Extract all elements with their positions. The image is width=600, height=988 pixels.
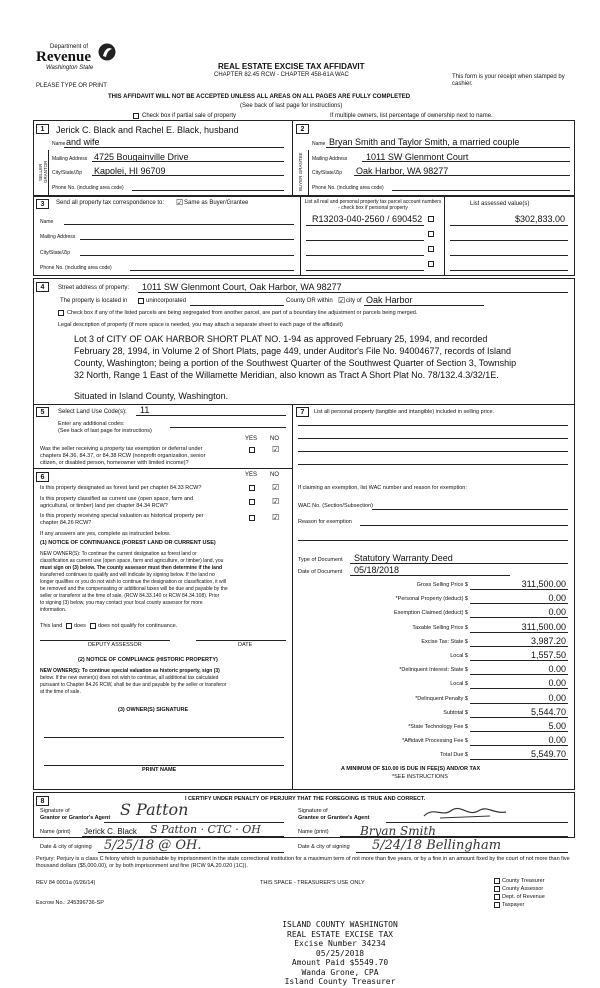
- tax-row-value: 3,987.20: [530, 635, 566, 646]
- exempt-yes-checkbox[interactable]: [249, 447, 255, 453]
- grantor-agent-label: Grantor or Grantor's Agent: [40, 815, 111, 821]
- street-label: Street address of property:: [58, 285, 130, 291]
- section-1-number: 1: [36, 124, 49, 134]
- see-instructions-note: *SEE INSTRUCTIONS: [392, 774, 448, 780]
- revenue-wordmark: Revenue: [36, 49, 91, 65]
- historic-yes-checkbox[interactable]: [249, 515, 255, 521]
- parcel-4-personal-checkbox[interactable]: [428, 261, 434, 267]
- grantee-date-label: Date & city of signing: [298, 844, 350, 850]
- send-correspondence-label: Send all property tax correspondence to:: [56, 200, 165, 206]
- perjury-notice: Perjury: Perjury is a class C felony which is punishable by imprisonment in the state correctional institution for a maximum term of not more than five years, or by a fine in an amount fixed by the court of not more than five thousand dollars ($5,000.00), or by both imprisonment and fine (RCW 9A.20.020 (1C)).: [36, 856, 570, 869]
- s6-yes-header: YES: [245, 472, 258, 478]
- parcel-3-personal-checkbox[interactable]: [428, 246, 434, 252]
- buyer-city-label: City/State/Zip: [312, 170, 343, 176]
- street-address: 1011 SW Glenmont Court, Oak Harbor, WA 98277: [142, 282, 342, 292]
- receipt-note: This form is your receipt when stamped by cashier.: [452, 74, 565, 87]
- buyer-phone-label: Phone No. (including area code): [312, 185, 384, 191]
- parcel-1-personal-checkbox[interactable]: [428, 216, 434, 222]
- doc-type-value: Statutory Warranty Deed: [354, 553, 453, 563]
- this-land-label: This land: [40, 623, 63, 629]
- stamp-line-6: Wanda Grone, CPA: [301, 967, 379, 977]
- tax-row-underline: [470, 703, 568, 704]
- grantee-sig-of-label: Signature of: [298, 808, 328, 814]
- notice-continuance-heading: (1) NOTICE OF CONTINUANCE (FOREST LAND OR CURRENT USE): [40, 540, 216, 546]
- grantor-date-label: Date & city of signing: [40, 844, 92, 850]
- buyer-mailing: 1011 SW Glenmont Court: [366, 152, 469, 162]
- claiming-exemption-label: If claiming an exemption, list WAC number and reason for exemption:: [298, 485, 467, 491]
- grantee-agent-label: Grantee or Grantee's Agent: [298, 815, 370, 821]
- copy-assessor-checkbox[interactable]: [494, 886, 500, 892]
- doc-type-label: Type of Document: [298, 557, 343, 563]
- tax-row-label: *Affidavit Processing Fee $: [402, 738, 468, 745]
- grantee-signature[interactable]: [420, 804, 510, 822]
- copy-treasurer-checkbox[interactable]: [494, 878, 500, 884]
- certify-statement: I CERTIFY UNDER PENALTY OF PERJURY THAT THE FOREGOING IS TRUE AND CORRECT.: [185, 796, 426, 802]
- notice1-line8: to signing (3) below, you may contact your local county assessor for more: [40, 600, 203, 606]
- buyer-name: Bryan Smith and Taylor Smith, a married couple: [329, 137, 520, 147]
- s5-yes-header: YES: [245, 436, 258, 442]
- instructions-note: (See back of last page for instructions): [240, 103, 343, 109]
- legal-line-1: Lot 3 of CITY OF OAK HARBOR SHORT PLAT NO. 1-94 as approved February 25, 1994, and recorded: [74, 334, 488, 344]
- exempt-q-line2: chapters 84.36, 84.37, or 84.38 RCW (nonprofit organization, senior: [40, 453, 206, 459]
- seller-city: Kapolei, HI 96709: [94, 166, 166, 176]
- personal-property-label: List all personal property (tangible and intangible) included in selling price.: [314, 409, 495, 415]
- historic-q1: Is this property receiving special valuation as historical property per: [40, 513, 204, 519]
- tax-row-label: *State Technology Fee $: [408, 724, 468, 730]
- wac-label: WAC No. (Section/Subsection): [298, 503, 373, 509]
- notice2-line1: NEW OWNER(S): To continue special valuation as historic property, sign (3): [40, 668, 220, 674]
- seller-side-label: SELLER GRANTOR: [38, 160, 48, 184]
- stamp-line-4: 05/25/2018: [315, 948, 365, 958]
- notice1-line6: be removed and the compensating or additional taxes will be due and payable by the: [40, 586, 228, 592]
- copy-dor-label: Dept. of Revenue: [502, 894, 545, 900]
- grantor-signature[interactable]: S Patton: [120, 800, 189, 819]
- tax-row-value: 0.00: [548, 593, 566, 604]
- tax-row-label: Total Due $: [440, 752, 468, 759]
- current-use-q2: agricultural, or timber) land per chapter 84.34 RCW?: [40, 503, 168, 509]
- does-not-label: does not qualify for continuance.: [98, 623, 178, 629]
- stamp-line-7: Island County Treasurer: [284, 977, 396, 986]
- tax-row-label: *Delinquent Interest: State $: [399, 667, 468, 674]
- grantor-date-city: 5/25/18 @ OH.: [104, 838, 202, 853]
- tax-row-underline: [470, 745, 568, 746]
- copy-taxpayer-checkbox[interactable]: [494, 902, 500, 908]
- notice1-line5: longer qualifies or you do not wish to continue the designation or classification, it will: [40, 579, 226, 585]
- section-8-number: 8: [36, 796, 49, 806]
- tax-row-underline: [470, 674, 568, 675]
- parcel-number: R13203-040-2560 / 690452: [312, 214, 423, 224]
- s3-city-label: City/State/Zip: [40, 250, 71, 256]
- notice-compliance-heading: (2) NOTICE OF COMPLIANCE (HISTORIC PROPERTY): [78, 657, 218, 663]
- doc-date-value: 05/18/2018: [354, 565, 400, 575]
- s3-name-label: Name: [40, 219, 54, 225]
- grantee-date-city: 5/24/18 Bellingham: [372, 838, 502, 853]
- land-does-checkbox[interactable]: [66, 623, 72, 629]
- exempt-no-checkbox[interactable]: ☑: [272, 445, 280, 454]
- dept-of-label: Department of: [50, 44, 89, 50]
- tax-row-underline: [470, 717, 568, 718]
- additional-see-back: (See back of last page for instructions): [58, 428, 152, 434]
- legal-line-2: February 28, 1994, in Volume 2 of Short Plats, page 449, under Auditor's File No. 94004677, records of Island: [74, 346, 511, 356]
- form-subtitle: CHAPTER 82.45 RCW - CHAPTER 458-61A WAC: [214, 72, 349, 78]
- type-print-note: PLEASE TYPE OR PRINT: [36, 83, 107, 89]
- notice1-line9: information.: [40, 607, 67, 613]
- historic-q2: chapter 84.26 RCW?: [40, 520, 92, 526]
- grantor-sig-of-label: Signature of: [40, 808, 70, 814]
- tax-row-label: Excise Tax: State $: [421, 638, 468, 645]
- city-name: Oak Harbor: [366, 295, 413, 305]
- tax-row-value: 0.00: [548, 692, 566, 703]
- notice1-line2: classification as current use (open space, farm and agriculture, or timber) land, you: [40, 558, 224, 564]
- grantee-name-print-label: Name (print): [298, 829, 329, 835]
- tax-row-value: 5,549.70: [530, 749, 566, 760]
- stamp-line-2: REAL ESTATE EXCISE TAX: [287, 929, 393, 939]
- forest-yes-checkbox[interactable]: [249, 485, 255, 491]
- current-use-no-checkbox[interactable]: ☑: [272, 497, 280, 506]
- same-as-buyer-label: Same as Buyer/Grantee: [184, 200, 249, 206]
- forest-no-checkbox[interactable]: ☑: [272, 483, 280, 492]
- copy-dor-checkbox[interactable]: [494, 894, 500, 900]
- city-of-label: city of: [346, 298, 362, 304]
- use-code-value: 11: [140, 405, 150, 415]
- stamp-line-5: Amount Paid $5549.70: [291, 958, 389, 967]
- section-3-number: 3: [36, 199, 49, 209]
- tax-row-label: Gross Selling Price $: [416, 582, 468, 588]
- doc-date-label: Date of Document: [298, 569, 343, 575]
- deputy-date-label: DATE: [238, 642, 253, 648]
- s3-mailing-label: Mailing Address: [40, 234, 76, 240]
- exempt-q-line3: citizen, or disabled person, homeowner with limited income)?: [40, 460, 189, 466]
- section-6-number: 6: [36, 472, 49, 482]
- use-code-label: Select Land Use Code(s):: [58, 409, 127, 415]
- unincorporated-label: unincorporated: [146, 298, 187, 304]
- historic-no-checkbox[interactable]: ☑: [272, 513, 280, 522]
- stamp-line-3: Excise Number 34234: [294, 939, 386, 948]
- tax-row-value: 0.00: [548, 678, 566, 689]
- segregated-label: Check box if any of the listed parcels are being segregated from another parcel, are part of a boundary line adjustment or parcels being merged.: [67, 310, 418, 316]
- same-as-buyer-checkbox[interactable]: ☑: [176, 198, 184, 207]
- buyer-side-label: BUYER GRANTEE: [298, 152, 303, 192]
- notice2-line4: at the time of sale.: [40, 689, 81, 695]
- tax-row-label: Local $: [450, 653, 468, 659]
- unincorporated-checkbox[interactable]: [138, 298, 144, 304]
- tax-row-underline: [470, 759, 568, 760]
- tax-row-label: Exemption Claimed (deduct) $: [394, 610, 468, 617]
- stamp-line-1: ISLAND COUNTY WASHINGTON: [282, 920, 398, 929]
- copy-treasurer-label: County Treasurer: [502, 878, 545, 884]
- tax-row-value: 311,500.00: [521, 579, 566, 589]
- tax-row-value: 311,500.00: [521, 621, 566, 632]
- notice1-line4: transferred continues to qualify and will indicate by signing below. If the land no: [40, 572, 215, 578]
- buyer-name-label: Name: [312, 141, 326, 147]
- section-4-number: 4: [36, 282, 49, 292]
- grantor-name-handwritten: S Patton · CTC · OH: [150, 823, 261, 836]
- section-7-number: 7: [296, 407, 309, 417]
- partial-sale-label: Check box if partial sale of property: [142, 113, 237, 119]
- parcel-2-personal-checkbox[interactable]: [428, 231, 434, 237]
- seller-name-line1: Jerick C. Black and Rachel E. Black, husband: [56, 125, 239, 135]
- print-name-label: PRINT NAME: [142, 767, 177, 773]
- within-city-checkbox[interactable]: ☑: [338, 296, 346, 305]
- current-use-q1: Is this property classified as current use (open space, farm and: [40, 496, 194, 502]
- tax-row-underline: [470, 688, 568, 689]
- seller-name-label: Name: [52, 141, 66, 147]
- seller-name-line2: and wife: [66, 137, 100, 147]
- tax-row-underline: [470, 731, 568, 732]
- notice1-line1: NEW OWNER(S): To continue the current designation as forest land or: [40, 551, 197, 557]
- tax-row-value: 0.00: [548, 607, 566, 618]
- tax-row-label: *Delinquent Penalty $: [415, 695, 468, 702]
- buyer-city: Oak Harbor, WA 98277: [356, 166, 449, 176]
- segregated-checkbox[interactable]: [58, 310, 64, 316]
- legal-line-3: County, Washington; being a portion of the Southwest Quarter of the Southwest Quarter of Section 3, Township: [74, 358, 517, 368]
- legal-line-4: 32 North, Range 1 East of the Willamette Meridian, also known as Tract A Short Plat No. 78/132.4.3/32/1E.: [74, 370, 499, 380]
- located-in-label: The property is located in: [60, 298, 128, 304]
- reason-label: Reason for exemption: [298, 519, 352, 525]
- form-title: REAL ESTATE EXCISE TAX AFFIDAVIT: [218, 62, 365, 71]
- tax-row-value: 1,557.50: [530, 650, 566, 660]
- if-yes-note: If any answers are yes, complete as instructed below.: [40, 531, 171, 537]
- does-label: does: [74, 623, 86, 629]
- tax-row-underline: [470, 660, 568, 661]
- partial-sale-checkbox[interactable]: [133, 113, 139, 119]
- tax-row-underline: [470, 617, 568, 618]
- deputy-assessor-label: DEPUTY ASSESSOR: [88, 642, 142, 648]
- tax-row-label: Subtotal $: [443, 709, 468, 716]
- tax-row-underline: [470, 646, 568, 647]
- section-2-number: 2: [296, 124, 309, 134]
- dor-logo: [36, 42, 116, 82]
- notice2-line2: below. If the new owner(s) does not wish to continue, all additional tax calculated: [40, 675, 219, 681]
- exempt-q-line1: Was the seller receiving a property tax exemption or deferral under: [40, 446, 203, 452]
- section-5-number: 5: [36, 407, 49, 417]
- copy-assessor-label: County Assessor: [502, 886, 544, 892]
- tax-row-value: 0.00: [548, 664, 566, 675]
- seller-mailing: 4725 Bougainville Drive: [94, 152, 189, 162]
- tax-row-label: Taxable Selling Price $: [412, 624, 468, 631]
- minimum-due-note: A MINIMUM OF $10.00 IS DUE IN FEE(S) AND/OR TAX: [341, 766, 481, 772]
- tax-row-value: 5,544.70: [530, 706, 566, 717]
- washington-state-label: Washington State: [46, 65, 94, 71]
- seller-city-label: City/State/Zip: [52, 170, 83, 176]
- treasurer-use-label: THIS SPACE - TREASURER'S USE ONLY: [260, 880, 365, 886]
- seller-mailing-label: Mailing Address: [52, 156, 88, 162]
- tax-row-underline: [470, 589, 568, 590]
- seller-phone-label: Phone No. (including area code): [52, 185, 124, 191]
- escrow-number: Escrow No.: 245396736-SP: [36, 900, 104, 906]
- tax-row-underline: [470, 632, 568, 633]
- warning-banner: THIS AFFIDAVIT WILL NOT BE ACCEPTED UNLESS ALL AREAS ON ALL PAGES ARE FULLY COMPLETED: [108, 94, 411, 100]
- current-use-yes-checkbox[interactable]: [249, 499, 255, 505]
- legal-description-label: Legal description of property (if more space is needed, you may attach a separate sheet to each page of the affidavit): [58, 322, 343, 328]
- land-does-not-checkbox[interactable]: [90, 623, 96, 629]
- owner-signature-heading: (3) OWNER(S) SIGNATURE: [118, 707, 189, 713]
- forest-land-q: Is this property designated as forest land per chapter 84.33 RCW?: [40, 485, 202, 491]
- grantee-name: Bryan Smith: [360, 824, 437, 838]
- situated-line: Situated in Island County, Washington.: [74, 391, 229, 401]
- tax-row-value: 0.00: [548, 735, 566, 746]
- assessed-value: $302,833.00: [514, 214, 565, 224]
- grantor-name: Jerick C. Black: [84, 827, 137, 836]
- copy-taxpayer-label: Taxpayer: [502, 902, 525, 908]
- tax-row-label: *Personal Property (deduct) $: [395, 596, 468, 603]
- multiple-owners-note: If multiple owners, list percentage of ownership next to name.: [330, 113, 493, 119]
- s5-no-header: NO: [270, 436, 279, 442]
- notice1-line7: seller or transferor at the time of sale. (RCW 84.33.140 or RCW 84.34.108). Prior: [40, 593, 220, 599]
- s6-no-header: NO: [270, 472, 279, 478]
- grantor-name-print-label: Name (print): [40, 829, 71, 835]
- notice1-line3: must sign on (3) below. The county assessor must then determine if the land: [40, 565, 223, 571]
- assessed-header: List assessed value(s): [470, 201, 530, 207]
- tax-row-value: 5.00: [548, 721, 566, 731]
- parcel-header: List all real and personal property tax parcel account numbers - check box if personal property: [304, 199, 442, 211]
- dor-emblem-icon: [98, 42, 116, 62]
- additional-codes-label: Enter any additional codes:: [58, 421, 125, 427]
- tax-row-underline: [470, 603, 568, 604]
- treasurer-stamp: [240, 920, 440, 987]
- s3-phone-label: Phone No. (including area code): [40, 265, 112, 271]
- tax-row-label: Local $: [450, 681, 468, 688]
- county-or-within-label: County OR within: [286, 298, 333, 304]
- rev-number: REV 84 0001a (6/26/14): [36, 880, 96, 886]
- buyer-mailing-label: Mailing Address: [312, 156, 348, 162]
- notice2-line3: pursuant to Chapter 84.26 RCW, shall be due and payable by the seller or transferor: [40, 682, 227, 688]
